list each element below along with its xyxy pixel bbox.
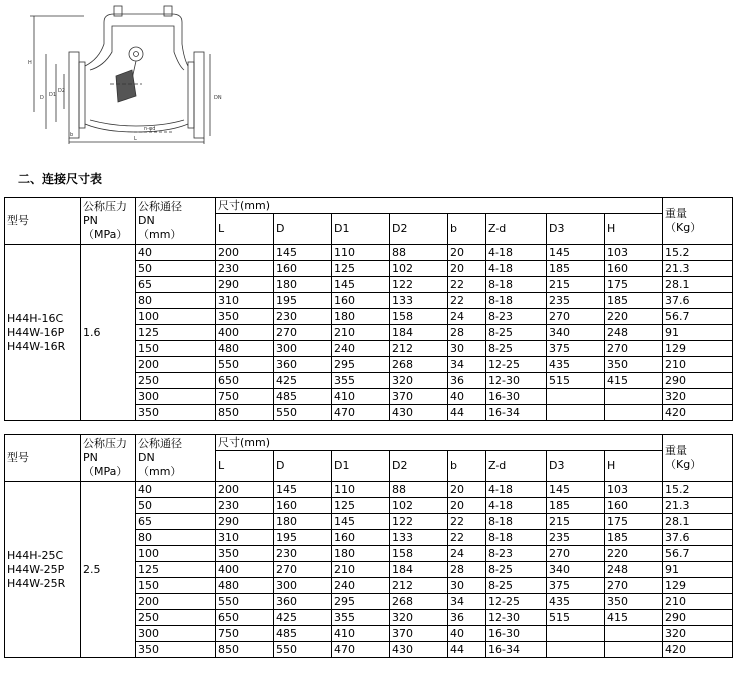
value-cell-d3: 215 — [547, 514, 605, 530]
label-n-d: n-φd — [144, 126, 156, 132]
value-cell-zd: 8-25 — [486, 325, 547, 341]
value-cell-w: 28.1 — [663, 277, 733, 293]
value-cell-l: 350 — [216, 546, 274, 562]
value-cell-d2: 370 — [390, 389, 448, 405]
value-cell-zd: 12-25 — [486, 357, 547, 373]
header-col-d2: D2 — [390, 451, 448, 482]
dn-cell: 300 — [136, 626, 216, 642]
value-cell-zd: 16-30 — [486, 389, 547, 405]
dn-cell: 100 — [136, 546, 216, 562]
dn-cell: 350 — [136, 642, 216, 658]
value-cell-d: 230 — [274, 546, 332, 562]
value-cell-h: 415 — [605, 610, 663, 626]
header-pn — [81, 198, 136, 245]
header-col-d3: D3 — [547, 214, 605, 245]
value-cell-d: 145 — [274, 245, 332, 261]
value-cell-d1: 355 — [332, 373, 390, 389]
value-cell-l: 290 — [216, 514, 274, 530]
model-name: H44H-16C — [7, 311, 64, 325]
value-cell-d3: 145 — [547, 482, 605, 498]
value-cell-b: 36 — [448, 373, 486, 389]
value-cell-zd: 8-25 — [486, 578, 547, 594]
model-name: H44H-25C — [7, 548, 64, 562]
value-cell-d1: 110 — [332, 482, 390, 498]
value-cell-d2: 212 — [390, 341, 448, 357]
value-cell-h: 220 — [605, 546, 663, 562]
value-cell-d: 180 — [274, 277, 332, 293]
header-line: （MPa） — [83, 228, 128, 241]
value-cell-b: 28 — [448, 325, 486, 341]
value-cell-d3: 185 — [547, 498, 605, 514]
value-cell-d3 — [547, 626, 605, 642]
value-cell-d1: 355 — [332, 610, 390, 626]
model-name: H44W-25R — [7, 576, 66, 590]
value-cell-d: 195 — [274, 293, 332, 309]
header-col-d2: D2 — [390, 214, 448, 245]
value-cell-zd: 8-18 — [486, 530, 547, 546]
header-weight — [663, 198, 733, 245]
value-cell-d2: 122 — [390, 514, 448, 530]
value-cell-d: 485 — [274, 626, 332, 642]
value-cell-zd: 4-18 — [486, 245, 547, 261]
value-cell-d3: 435 — [547, 594, 605, 610]
header-size-group: 尺寸(mm) — [216, 198, 663, 214]
value-cell-l: 850 — [216, 642, 274, 658]
value-cell-h: 220 — [605, 309, 663, 325]
value-cell-d1: 160 — [332, 530, 390, 546]
value-cell-w: 91 — [663, 325, 733, 341]
value-cell-h: 175 — [605, 514, 663, 530]
value-cell-d1: 470 — [332, 405, 390, 421]
dn-cell: 125 — [136, 562, 216, 578]
value-cell-h: 185 — [605, 293, 663, 309]
value-cell-d1: 470 — [332, 642, 390, 658]
value-cell-l: 200 — [216, 482, 274, 498]
dn-cell: 200 — [136, 357, 216, 373]
value-cell-d: 300 — [274, 578, 332, 594]
value-cell-d2: 268 — [390, 357, 448, 373]
dn-cell: 50 — [136, 261, 216, 277]
header-line: （mm） — [138, 465, 182, 478]
value-cell-d2: 430 — [390, 642, 448, 658]
header-size-group: 尺寸(mm) — [216, 435, 663, 451]
value-cell-d3: 235 — [547, 293, 605, 309]
header-line: DN — [138, 451, 155, 464]
value-cell-d3: 340 — [547, 562, 605, 578]
value-cell-b: 22 — [448, 514, 486, 530]
value-cell-zd: 8-25 — [486, 562, 547, 578]
value-cell-w: 320 — [663, 389, 733, 405]
value-cell-d3: 270 — [547, 309, 605, 325]
value-cell-d: 550 — [274, 405, 332, 421]
value-cell-b: 36 — [448, 610, 486, 626]
header-line: DN — [138, 214, 155, 227]
spec-table-pn16 — [4, 197, 733, 421]
value-cell-h: 103 — [605, 482, 663, 498]
value-cell-d: 300 — [274, 341, 332, 357]
value-cell-d3: 215 — [547, 277, 605, 293]
value-cell-d2: 184 — [390, 325, 448, 341]
value-cell-d1: 145 — [332, 277, 390, 293]
value-cell-w: 28.1 — [663, 514, 733, 530]
value-cell-b: 34 — [448, 357, 486, 373]
model-cell — [5, 482, 81, 658]
value-cell-l: 650 — [216, 373, 274, 389]
value-cell-w: 91 — [663, 562, 733, 578]
value-cell-w: 56.7 — [663, 309, 733, 325]
label-dn: DN — [214, 95, 222, 101]
value-cell-b: 22 — [448, 277, 486, 293]
value-cell-d1: 180 — [332, 309, 390, 325]
header-model: 型号 — [5, 198, 81, 245]
value-cell-h: 248 — [605, 562, 663, 578]
value-cell-l: 650 — [216, 610, 274, 626]
value-cell-zd: 16-30 — [486, 626, 547, 642]
value-cell-zd: 4-18 — [486, 261, 547, 277]
value-cell-l: 550 — [216, 357, 274, 373]
header-line: PN — [83, 214, 98, 227]
value-cell-d: 145 — [274, 482, 332, 498]
value-cell-d1: 240 — [332, 341, 390, 357]
header-col-zd: Z-d — [486, 214, 547, 245]
value-cell-d: 270 — [274, 562, 332, 578]
value-cell-d2: 133 — [390, 293, 448, 309]
value-cell-b: 30 — [448, 578, 486, 594]
header-line: 公称压力 — [83, 200, 127, 213]
header-model: 型号 — [5, 435, 81, 482]
value-cell-h — [605, 389, 663, 405]
header-line: （mm） — [138, 228, 182, 241]
value-cell-l: 230 — [216, 498, 274, 514]
value-cell-d3: 375 — [547, 578, 605, 594]
header-col-l: L — [216, 214, 274, 245]
header-line: （MPa） — [83, 465, 128, 478]
value-cell-d3 — [547, 389, 605, 405]
table-row — [5, 245, 733, 261]
value-cell-zd: 8-23 — [486, 546, 547, 562]
value-cell-h: 350 — [605, 357, 663, 373]
header-col-d1: D1 — [332, 214, 390, 245]
value-cell-w: 21.3 — [663, 261, 733, 277]
label-h: H — [28, 60, 32, 66]
value-cell-d2: 320 — [390, 373, 448, 389]
value-cell-d: 160 — [274, 261, 332, 277]
model-name: H44W-16R — [7, 339, 66, 353]
value-cell-zd: 8-25 — [486, 341, 547, 357]
value-cell-d3 — [547, 642, 605, 658]
value-cell-d1: 410 — [332, 389, 390, 405]
section-title: 二、连接尺寸表 — [18, 172, 103, 186]
value-cell-d2: 158 — [390, 546, 448, 562]
spec-table-pn25 — [4, 434, 733, 658]
value-cell-d3: 145 — [547, 245, 605, 261]
value-cell-b: 20 — [448, 245, 486, 261]
value-cell-b: 30 — [448, 341, 486, 357]
value-cell-d2: 158 — [390, 309, 448, 325]
value-cell-h: 415 — [605, 373, 663, 389]
value-cell-h: 350 — [605, 594, 663, 610]
dn-cell: 65 — [136, 277, 216, 293]
model-name: H44W-16P — [7, 325, 65, 339]
dn-cell: 250 — [136, 373, 216, 389]
header-col-h: H — [605, 451, 663, 482]
value-cell-d3: 270 — [547, 546, 605, 562]
header-line: 公称压力 — [83, 437, 127, 450]
value-cell-d1: 125 — [332, 261, 390, 277]
value-cell-b: 24 — [448, 309, 486, 325]
model-cell — [5, 245, 81, 421]
value-cell-b: 40 — [448, 389, 486, 405]
value-cell-d2: 370 — [390, 626, 448, 642]
value-cell-h — [605, 405, 663, 421]
value-cell-w: 210 — [663, 594, 733, 610]
value-cell-l: 200 — [216, 245, 274, 261]
value-cell-h — [605, 642, 663, 658]
value-cell-l: 480 — [216, 578, 274, 594]
value-cell-h: 160 — [605, 498, 663, 514]
value-cell-b: 22 — [448, 293, 486, 309]
value-cell-d1: 110 — [332, 245, 390, 261]
header-line: 重量 — [665, 444, 688, 457]
value-cell-d2: 133 — [390, 530, 448, 546]
header-col-l: L — [216, 451, 274, 482]
value-cell-d1: 410 — [332, 626, 390, 642]
header-col-d: D — [274, 451, 332, 482]
value-cell-b: 40 — [448, 626, 486, 642]
value-cell-b: 24 — [448, 546, 486, 562]
value-cell-d1: 125 — [332, 498, 390, 514]
pn-cell: 1.6 — [81, 245, 136, 421]
value-cell-zd: 4-18 — [486, 498, 547, 514]
value-cell-zd: 16-34 — [486, 642, 547, 658]
value-cell-d: 160 — [274, 498, 332, 514]
dn-cell: 65 — [136, 514, 216, 530]
value-cell-d2: 430 — [390, 405, 448, 421]
header-weight — [663, 435, 733, 482]
value-cell-d: 270 — [274, 325, 332, 341]
value-cell-d3: 515 — [547, 610, 605, 626]
value-cell-d2: 122 — [390, 277, 448, 293]
value-cell-b: 44 — [448, 405, 486, 421]
value-cell-w: 129 — [663, 341, 733, 357]
value-cell-w: 290 — [663, 373, 733, 389]
value-cell-b: 20 — [448, 482, 486, 498]
label-l: L — [134, 136, 137, 142]
header-dn — [136, 435, 216, 482]
model-name: H44W-25P — [7, 562, 65, 576]
label-b: b — [70, 132, 74, 138]
value-cell-w: 21.3 — [663, 498, 733, 514]
value-cell-w: 37.6 — [663, 530, 733, 546]
value-cell-d3: 515 — [547, 373, 605, 389]
value-cell-d3: 435 — [547, 357, 605, 373]
header-col-b: b — [448, 451, 486, 482]
value-cell-d: 230 — [274, 309, 332, 325]
value-cell-zd: 12-25 — [486, 594, 547, 610]
value-cell-b: 44 — [448, 642, 486, 658]
value-cell-w: 290 — [663, 610, 733, 626]
dn-cell: 350 — [136, 405, 216, 421]
value-cell-l: 400 — [216, 562, 274, 578]
header-col-zd: Z-d — [486, 451, 547, 482]
dn-cell: 250 — [136, 610, 216, 626]
value-cell-l: 230 — [216, 261, 274, 277]
value-cell-h: 248 — [605, 325, 663, 341]
header-pn — [81, 435, 136, 482]
value-cell-zd: 4-18 — [486, 482, 547, 498]
value-cell-l: 750 — [216, 626, 274, 642]
header-line: （Kg） — [665, 221, 702, 234]
value-cell-b: 28 — [448, 562, 486, 578]
value-cell-b: 20 — [448, 498, 486, 514]
value-cell-d: 360 — [274, 357, 332, 373]
value-cell-l: 310 — [216, 530, 274, 546]
value-cell-l: 350 — [216, 309, 274, 325]
value-cell-d3: 185 — [547, 261, 605, 277]
value-cell-d2: 320 — [390, 610, 448, 626]
value-cell-d2: 88 — [390, 482, 448, 498]
value-cell-w: 37.6 — [663, 293, 733, 309]
value-cell-l: 290 — [216, 277, 274, 293]
value-cell-w: 210 — [663, 357, 733, 373]
value-cell-d: 180 — [274, 514, 332, 530]
value-cell-d1: 210 — [332, 562, 390, 578]
dn-cell: 40 — [136, 482, 216, 498]
swing-check-valve-drawing — [24, 4, 224, 144]
value-cell-d: 485 — [274, 389, 332, 405]
value-cell-l: 850 — [216, 405, 274, 421]
header-dn — [136, 198, 216, 245]
value-cell-h: 185 — [605, 530, 663, 546]
value-cell-zd: 8-18 — [486, 277, 547, 293]
value-cell-zd: 8-18 — [486, 514, 547, 530]
dn-cell: 200 — [136, 594, 216, 610]
pn-cell: 2.5 — [81, 482, 136, 658]
value-cell-w: 15.2 — [663, 482, 733, 498]
dn-cell: 150 — [136, 341, 216, 357]
value-cell-d2: 268 — [390, 594, 448, 610]
value-cell-w: 56.7 — [663, 546, 733, 562]
dn-cell: 100 — [136, 309, 216, 325]
value-cell-h: 103 — [605, 245, 663, 261]
label-d1: D1 — [49, 92, 57, 98]
value-cell-d3 — [547, 405, 605, 421]
value-cell-l: 400 — [216, 325, 274, 341]
dn-cell: 125 — [136, 325, 216, 341]
value-cell-d1: 240 — [332, 578, 390, 594]
value-cell-w: 320 — [663, 626, 733, 642]
header-col-d1: D1 — [332, 451, 390, 482]
value-cell-h: 160 — [605, 261, 663, 277]
header-line: （Kg） — [665, 458, 702, 471]
value-cell-zd: 8-18 — [486, 293, 547, 309]
dn-cell: 80 — [136, 530, 216, 546]
value-cell-d: 425 — [274, 610, 332, 626]
value-cell-w: 129 — [663, 578, 733, 594]
value-cell-b: 22 — [448, 530, 486, 546]
value-cell-w: 15.2 — [663, 245, 733, 261]
dn-cell: 300 — [136, 389, 216, 405]
value-cell-d1: 295 — [332, 357, 390, 373]
value-cell-h: 175 — [605, 277, 663, 293]
value-cell-d1: 180 — [332, 546, 390, 562]
value-cell-l: 550 — [216, 594, 274, 610]
value-cell-zd: 12-30 — [486, 373, 547, 389]
header-col-b: b — [448, 214, 486, 245]
value-cell-l: 750 — [216, 389, 274, 405]
value-cell-d2: 102 — [390, 261, 448, 277]
value-cell-l: 480 — [216, 341, 274, 357]
table-row — [5, 482, 733, 498]
value-cell-d: 425 — [274, 373, 332, 389]
dn-cell: 150 — [136, 578, 216, 594]
value-cell-d3: 340 — [547, 325, 605, 341]
value-cell-h: 270 — [605, 578, 663, 594]
header-line: 重量 — [665, 207, 688, 220]
header-line: PN — [83, 451, 98, 464]
dn-cell: 50 — [136, 498, 216, 514]
value-cell-d: 195 — [274, 530, 332, 546]
value-cell-b: 34 — [448, 594, 486, 610]
value-cell-zd: 16-34 — [486, 405, 547, 421]
value-cell-d3: 235 — [547, 530, 605, 546]
header-col-h: H — [605, 214, 663, 245]
value-cell-d1: 210 — [332, 325, 390, 341]
dn-cell: 40 — [136, 245, 216, 261]
value-cell-d1: 145 — [332, 514, 390, 530]
value-cell-b: 20 — [448, 261, 486, 277]
header-col-d3: D3 — [547, 451, 605, 482]
value-cell-d2: 102 — [390, 498, 448, 514]
header-line: 公称通径 — [138, 437, 182, 450]
value-cell-d1: 295 — [332, 594, 390, 610]
value-cell-d2: 88 — [390, 245, 448, 261]
value-cell-h — [605, 626, 663, 642]
value-cell-zd: 12-30 — [486, 610, 547, 626]
header-col-d: D — [274, 214, 332, 245]
value-cell-d: 360 — [274, 594, 332, 610]
value-cell-w: 420 — [663, 642, 733, 658]
dn-cell: 80 — [136, 293, 216, 309]
label-d2: D2 — [58, 88, 66, 94]
value-cell-h: 270 — [605, 341, 663, 357]
value-cell-w: 420 — [663, 405, 733, 421]
value-cell-d2: 212 — [390, 578, 448, 594]
value-cell-zd: 8-23 — [486, 309, 547, 325]
value-cell-d2: 184 — [390, 562, 448, 578]
value-cell-l: 310 — [216, 293, 274, 309]
header-line: 公称通径 — [138, 200, 182, 213]
value-cell-d: 550 — [274, 642, 332, 658]
label-d: D — [40, 95, 44, 101]
value-cell-d3: 375 — [547, 341, 605, 357]
value-cell-d1: 160 — [332, 293, 390, 309]
